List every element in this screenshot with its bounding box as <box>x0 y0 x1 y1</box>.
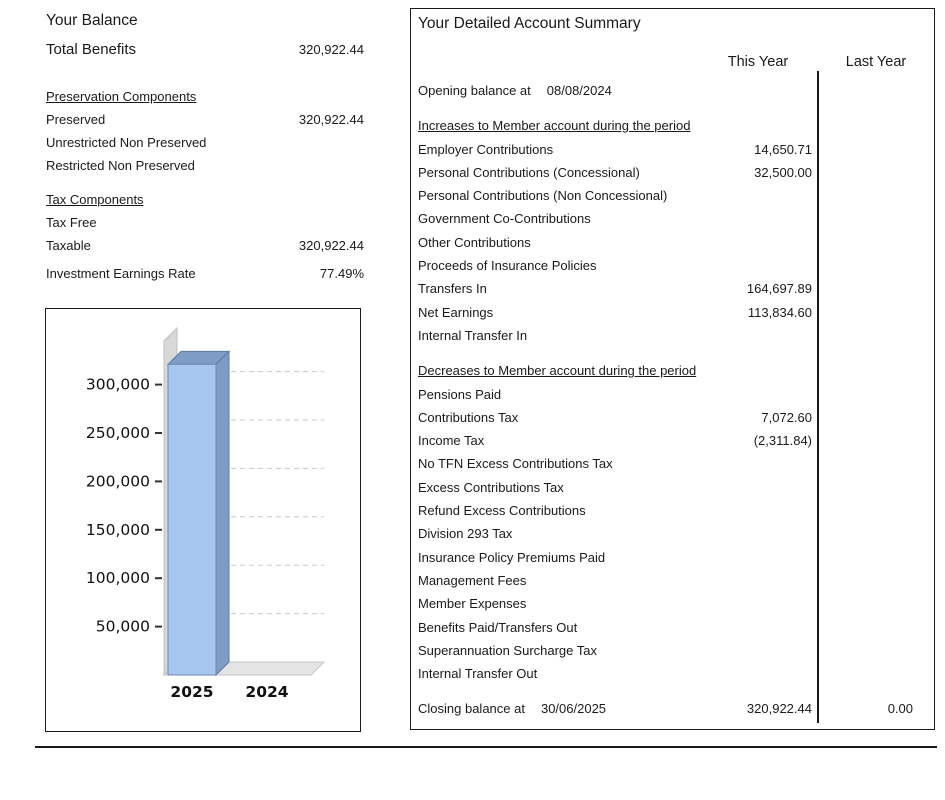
balance-line-text: Closing balance at <box>418 701 525 717</box>
balance-row-label: Tax Free <box>46 215 97 230</box>
balance-line-label <box>418 79 698 102</box>
summary-row <box>411 429 934 452</box>
summary-row-label: Government Co-Contributions <box>418 211 591 227</box>
summary-row <box>411 301 934 324</box>
summary-row <box>411 254 934 277</box>
summary-row-label: Personal Contributions (Concessional) <box>418 164 640 180</box>
balance-chart-box <box>45 308 361 732</box>
summary-row <box>411 569 934 592</box>
summary-row-label: Employer Contributions <box>418 141 554 157</box>
this-year-value: 320,922.44 <box>746 701 812 717</box>
balance-row-label: Taxable <box>46 238 91 253</box>
balance-line-label <box>418 697 698 720</box>
balance-sections <box>46 85 364 257</box>
summary-row <box>411 616 934 639</box>
balance-section-heading-text: Tax Components <box>46 192 144 207</box>
summary-row-label: Internal Transfer In <box>418 327 528 343</box>
page-bottom-rule <box>35 746 937 748</box>
summary-row <box>411 697 934 720</box>
summary-row <box>411 452 934 475</box>
y-tick-label: 150,000 <box>85 520 150 539</box>
summary-row-label: Income Tax <box>418 433 485 449</box>
balance-line-date: 30/06/2025 <box>540 701 607 717</box>
balance-section-heading <box>46 85 364 108</box>
balance-panel-title: Your Balance <box>46 12 138 29</box>
summary-row <box>411 383 934 406</box>
summary-row-label: Superannuation Surcharge Tax <box>418 642 597 658</box>
balance-row <box>46 154 364 177</box>
summary-row <box>411 522 934 545</box>
x-tick-label: 2025 <box>170 683 214 701</box>
summary-section-heading-text: Decreases to Member account during the period <box>418 363 697 379</box>
x-tick-label: 2024 <box>245 683 289 701</box>
column-divider-line <box>817 71 819 723</box>
summary-row-label: Internal Transfer Out <box>418 666 538 682</box>
summary-row <box>411 546 934 569</box>
summary-row-label: Benefits Paid/Transfers Out <box>418 619 578 635</box>
balance-bar-chart <box>46 309 359 730</box>
summary-row-label: Member Expenses <box>418 596 527 612</box>
summary-row-label: Other Contributions <box>418 234 531 250</box>
summary-row <box>411 79 934 102</box>
balance-row-label: Preserved <box>46 112 106 127</box>
summary-section-heading <box>418 359 934 382</box>
column-header-spacer <box>411 53 698 71</box>
summary-row <box>411 138 934 161</box>
balance-row-label: Restricted Non Preserved <box>46 158 195 173</box>
total-benefits-row <box>46 38 364 61</box>
summary-row-label: Proceeds of Insurance Policies <box>418 258 597 274</box>
summary-row-label: No TFN Excess Contributions Tax <box>418 456 613 472</box>
summary-row <box>411 324 934 347</box>
summary-row <box>411 662 934 685</box>
column-header-this-year: This Year <box>727 54 789 70</box>
summary-panel-title: Your Detailed Account Summary <box>418 15 641 32</box>
column-header-last-year: Last Year <box>845 54 907 70</box>
balance-row <box>46 211 364 234</box>
summary-row <box>411 114 934 137</box>
y-tick-label: 250,000 <box>85 424 150 442</box>
summary-row <box>411 359 934 382</box>
earnings-rate-value: 77.49% <box>319 266 364 281</box>
this-year-value: 14,650.71 <box>754 141 812 157</box>
summary-section-heading <box>418 114 934 137</box>
balance-section-heading-text: Preservation Components <box>46 89 197 104</box>
balance-row <box>46 108 364 131</box>
this-year-value: 32,500.00 <box>754 164 812 180</box>
last-year-value: 0.00 <box>887 701 913 717</box>
y-tick-label: 100,000 <box>85 569 150 588</box>
column-headers <box>411 53 934 71</box>
summary-row-label: Insurance Policy Premiums Paid <box>418 549 606 565</box>
total-benefits-value: 320,922.44 <box>298 42 364 57</box>
y-tick-label: 300,000 <box>85 375 150 394</box>
summary-row-label: Transfers In <box>418 281 487 297</box>
summary-row-label: Division 293 Tax <box>418 526 513 542</box>
earnings-rate-row <box>46 262 364 285</box>
balance-row <box>46 131 364 154</box>
summary-row-label: Refund Excess Contributions <box>418 503 586 519</box>
bar-front-face <box>168 364 216 675</box>
summary-panel <box>410 8 935 730</box>
summary-row-label: Management Fees <box>418 572 527 588</box>
summary-section-heading-text: Increases to Member account during the period <box>418 118 691 134</box>
balance-row-label: Unrestricted Non Preserved <box>46 135 207 150</box>
balance-line-text: Opening balance at <box>418 83 531 98</box>
balance-panel <box>46 12 364 285</box>
summary-row <box>411 476 934 499</box>
summary-row-label: Contributions Tax <box>418 409 519 425</box>
y-tick-label: 200,000 <box>85 472 150 491</box>
bar-side-face <box>216 351 229 675</box>
summary-row <box>411 161 934 184</box>
summary-row <box>411 277 934 300</box>
summary-row <box>411 207 934 230</box>
summary-row <box>411 406 934 429</box>
this-year-value: (2,311.84) <box>753 433 812 449</box>
this-year-value: 7,072.60 <box>761 409 812 425</box>
summary-row-label: Personal Contributions (Non Concessional) <box>418 188 668 204</box>
balance-section-heading <box>46 188 364 211</box>
total-benefits-label: Total Benefits <box>46 41 137 58</box>
summary-row <box>411 184 934 207</box>
balance-line-date: 08/08/2024 <box>546 83 612 98</box>
summary-rows <box>411 79 934 721</box>
earnings-rate-label: Investment Earnings Rate <box>46 266 196 281</box>
summary-row-label: Pensions Paid <box>418 386 502 402</box>
summary-row <box>411 592 934 615</box>
summary-row <box>411 499 934 522</box>
this-year-value: 113,834.60 <box>747 304 812 320</box>
balance-row <box>46 234 364 257</box>
balance-row-value: 320,922.44 <box>298 238 364 253</box>
summary-row <box>411 639 934 662</box>
balance-row-value: 320,922.44 <box>298 112 364 127</box>
y-tick-label: 50,000 <box>95 617 150 636</box>
summary-row <box>411 231 934 254</box>
summary-row-label: Excess Contributions Tax <box>418 479 564 495</box>
this-year-value: 164,697.89 <box>746 281 812 297</box>
summary-row-label: Net Earnings <box>418 304 494 320</box>
